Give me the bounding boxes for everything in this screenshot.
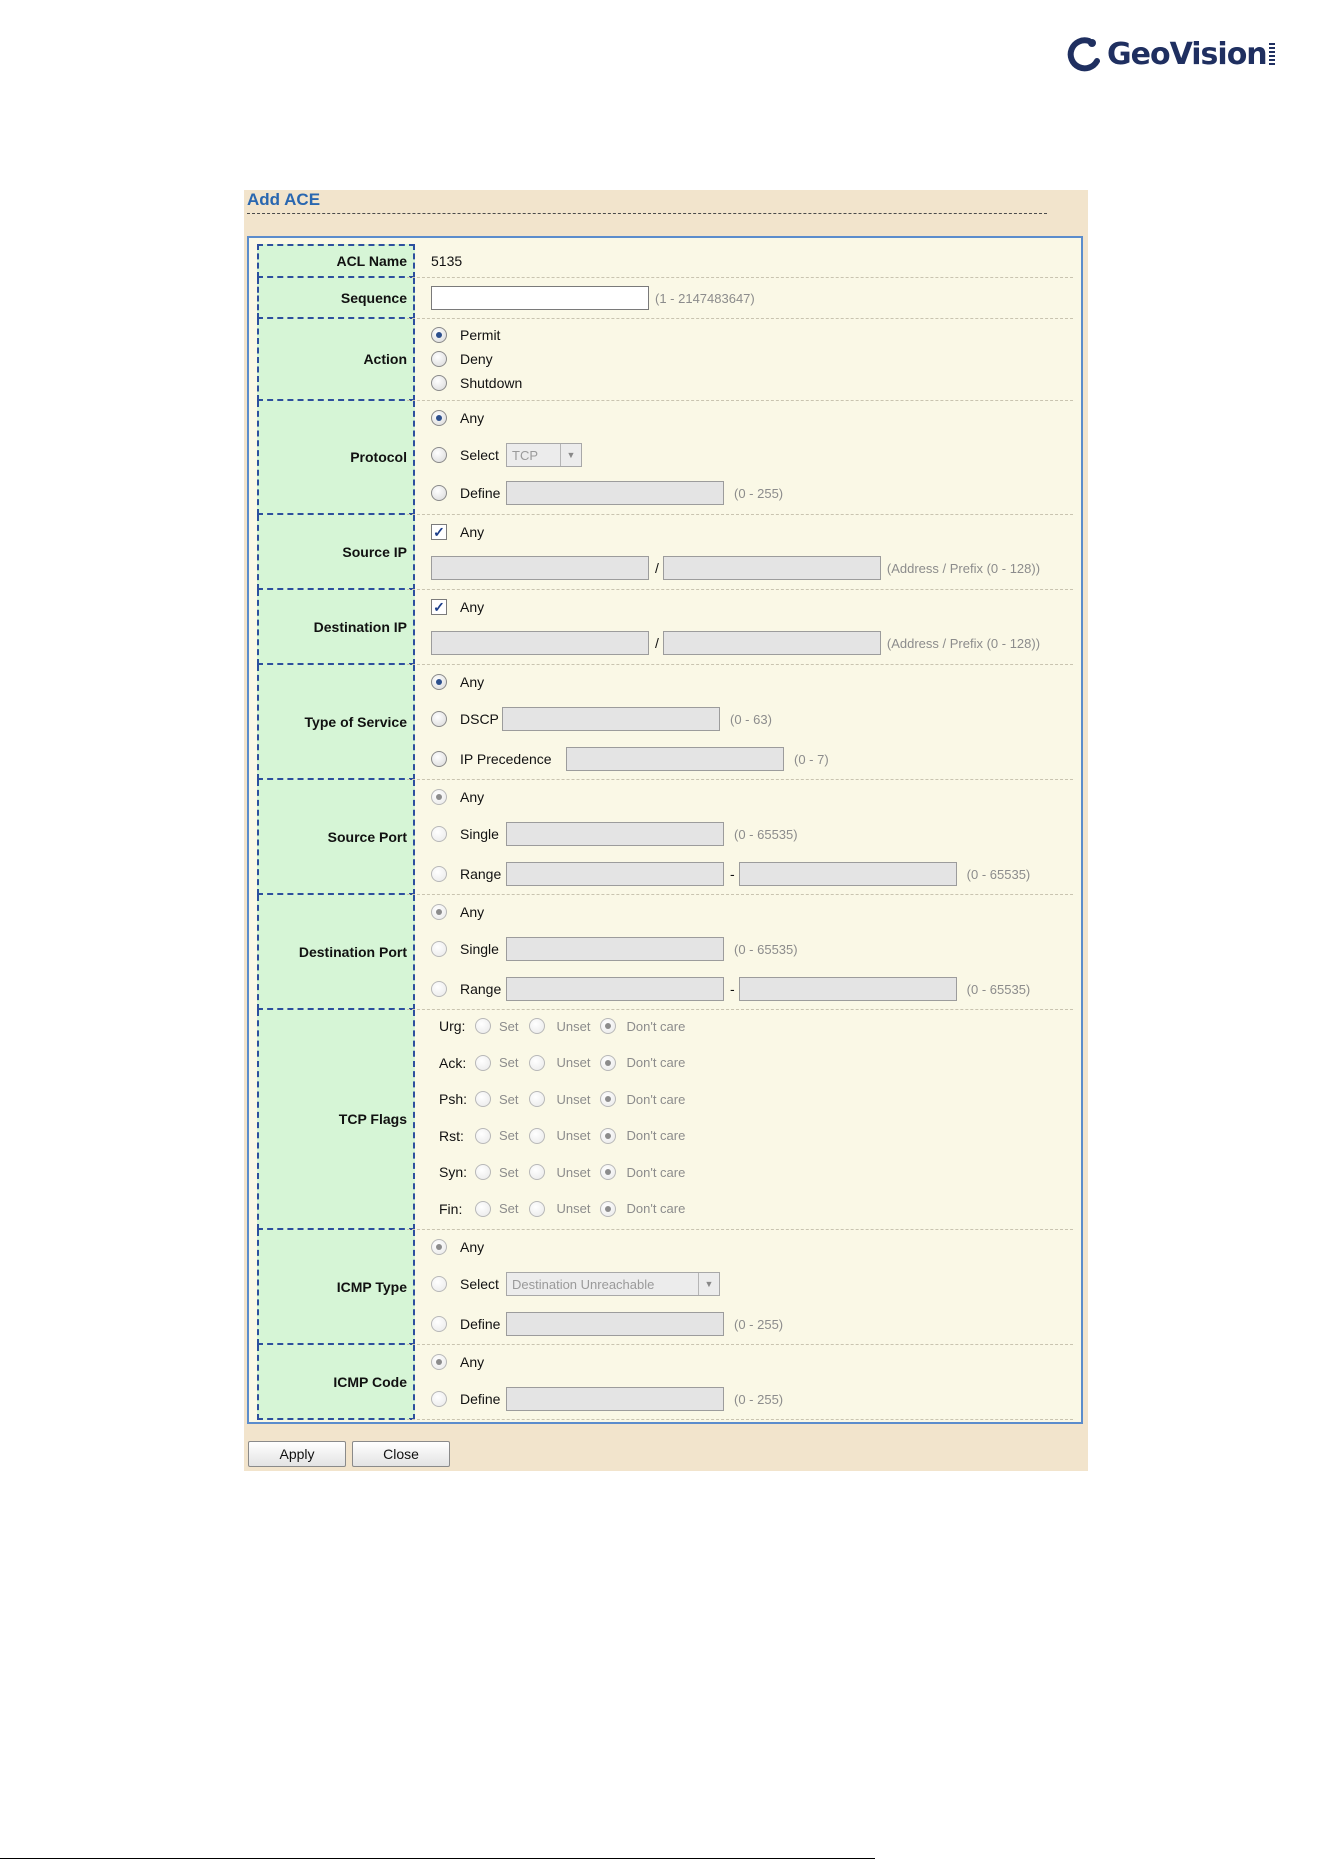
row-destination-ip: [257, 590, 1073, 665]
row-type-of-service: [257, 665, 1073, 780]
tcp-flag-row: [431, 1160, 685, 1184]
protocol-define-radio[interactable]: [431, 485, 447, 501]
tcp-flag-unset-label: Unset: [556, 1091, 591, 1107]
tcp-flag-dont-care-label: Don't care: [626, 1201, 686, 1216]
action-deny-radio[interactable]: [431, 351, 447, 367]
tcp-flag-unset-radio[interactable]: [529, 1091, 545, 1107]
tcp-flag-unset-radio[interactable]: [529, 1128, 545, 1144]
tcp-flag-set-label: Set: [499, 1091, 519, 1107]
protocol-select-label: Select: [460, 447, 499, 463]
ace-form: [247, 236, 1083, 1424]
tcp-flag-unset-radio[interactable]: [529, 1201, 545, 1217]
tcp-flag-unset-radio[interactable]: [529, 1055, 545, 1071]
protocol-define-input[interactable]: [506, 481, 724, 505]
destination-port-single-input[interactable]: [506, 937, 724, 961]
panel-title: Add ACE: [247, 190, 321, 209]
action-label: Action: [257, 319, 415, 401]
tcp-flag-unset-radio[interactable]: [529, 1164, 545, 1180]
tcp-flag-row: [431, 1087, 685, 1111]
tos-ip-precedence-hint: (0 - 7): [794, 751, 829, 767]
tos-dscp-input[interactable]: [502, 707, 720, 731]
icmp-code-define-hint: (0 - 255): [734, 1391, 784, 1407]
tcp-flag-unset-label: Unset: [556, 1128, 591, 1143]
protocol-select-dropdown[interactable]: [506, 443, 582, 467]
destination-ip-prefix-input[interactable]: [663, 631, 881, 655]
tcp-flag-set-radio[interactable]: [475, 1128, 491, 1144]
source-port-range-hint: (0 - 65535): [966, 866, 1031, 882]
sequence-hint: (1 - 2147483647): [655, 290, 755, 306]
destination-ip-any-label: Any: [460, 599, 485, 615]
source-ip-label: Source IP: [257, 515, 415, 590]
geovision-logo-icon: [1065, 35, 1103, 73]
source-ip-address-input[interactable]: [431, 556, 649, 580]
tcp-flag-set-label: Set: [499, 1164, 519, 1180]
tcp-flag-set-radio[interactable]: [475, 1164, 491, 1180]
tcp-flag-unset-label: Unset: [556, 1055, 591, 1070]
tcp-flag-unset-label: Unset: [556, 1018, 591, 1034]
sequence-label: Sequence: [257, 278, 415, 319]
source-port-label: Source Port: [257, 780, 415, 895]
source-port-single-radio[interactable]: [431, 826, 447, 842]
source-ip-any-label: Any: [460, 524, 485, 540]
tcp-flag-name: Syn:: [439, 1164, 468, 1180]
action-shutdown-label: Shutdown: [460, 375, 523, 391]
source-port-range-end-input[interactable]: [739, 862, 957, 886]
tos-any-radio[interactable]: [431, 674, 447, 690]
tcp-flags-label: TCP Flags: [257, 1010, 415, 1230]
source-port-range-start-input[interactable]: [506, 862, 724, 886]
icmp-type-any-label: Any: [460, 1239, 485, 1255]
tcp-flag-unset-radio[interactable]: [529, 1018, 545, 1034]
tcp-flags-list: [431, 1010, 1073, 1230]
icmp-code-define-radio[interactable]: [431, 1391, 447, 1407]
acl-name-value: 5135: [431, 253, 463, 269]
destination-ip-hint: (Address / Prefix (0 - 128)): [886, 635, 1041, 651]
tcp-flag-dont-care-radio[interactable]: [600, 1128, 616, 1144]
tcp-flag-set-label: Set: [499, 1055, 519, 1070]
tcp-flag-row: [431, 1197, 685, 1221]
row-destination-port: [257, 895, 1073, 1010]
destination-port-range-separator: -: [730, 981, 735, 997]
source-port-range-radio[interactable]: [431, 866, 447, 882]
action-permit-label: Permit: [460, 327, 501, 343]
destination-port-single-label: Single: [460, 941, 499, 957]
icmp-type-select-value: Destination Unreachable: [512, 1276, 655, 1292]
protocol-label: Protocol: [257, 401, 415, 515]
icmp-type-define-input[interactable]: [506, 1312, 724, 1336]
icmp-type-select-radio[interactable]: [431, 1276, 447, 1292]
destination-ip-any-checkbox[interactable]: ✓: [431, 599, 447, 615]
title-divider: [247, 213, 1047, 214]
action-shutdown-radio[interactable]: [431, 375, 447, 391]
apply-button[interactable]: Apply: [248, 1441, 346, 1467]
brand-decoration: [1269, 43, 1275, 65]
source-port-any-radio[interactable]: [431, 789, 447, 805]
tcp-flag-set-radio[interactable]: [475, 1091, 491, 1107]
source-port-any-label: Any: [460, 789, 485, 805]
icmp-code-define-input[interactable]: [506, 1387, 724, 1411]
icmp-type-define-label: Define: [460, 1316, 501, 1332]
action-permit-radio[interactable]: [431, 327, 447, 343]
icmp-code-define-label: Define: [460, 1391, 501, 1407]
tos-any-label: Any: [460, 674, 485, 690]
tos-dscp-radio[interactable]: [431, 711, 447, 727]
source-port-range-label: Range: [460, 866, 502, 882]
protocol-select-radio[interactable]: [431, 447, 447, 463]
destination-port-range-radio[interactable]: [431, 981, 447, 997]
row-icmp-code: [257, 1345, 1073, 1420]
type-of-service-label: Type of Service: [257, 665, 415, 780]
row-action: [257, 319, 1073, 401]
tcp-flag-name: Psh:: [439, 1091, 468, 1107]
source-ip-separator: /: [655, 560, 659, 576]
tcp-flag-set-label: Set: [499, 1201, 519, 1216]
tcp-flag-row: [431, 1124, 685, 1148]
icmp-type-select-label: Select: [460, 1276, 499, 1292]
row-source-port: [257, 780, 1073, 895]
source-port-single-label: Single: [460, 826, 499, 842]
source-port-single-input[interactable]: [506, 822, 724, 846]
destination-port-range-end-input[interactable]: [739, 977, 957, 1001]
tcp-flag-dont-care-label: Don't care: [626, 1091, 686, 1107]
destination-port-label: Destination Port: [257, 895, 415, 1010]
tcp-flag-name: Rst:: [439, 1127, 464, 1144]
destination-ip-address-input[interactable]: [431, 631, 649, 655]
tos-dscp-hint: (0 - 63): [730, 711, 772, 727]
source-port-single-hint: (0 - 65535): [734, 826, 798, 842]
tos-ip-precedence-label: IP Precedence: [460, 751, 552, 767]
tcp-flag-row: [431, 1051, 685, 1075]
icmp-type-label: ICMP Type: [257, 1230, 415, 1345]
tcp-flag-dont-care-radio[interactable]: [600, 1055, 616, 1071]
source-port-range-separator: -: [730, 866, 735, 882]
protocol-define-hint: (0 - 255): [734, 485, 784, 501]
tcp-flag-name: Urg:: [439, 1018, 466, 1034]
row-source-ip: [257, 515, 1073, 590]
tcp-flag-dont-care-radio[interactable]: [600, 1018, 616, 1034]
tcp-flag-unset-label: Unset: [556, 1164, 591, 1180]
icmp-code-label: ICMP Code: [257, 1345, 415, 1420]
geovision-logo: [1065, 30, 1275, 78]
icmp-type-any-radio[interactable]: [431, 1239, 447, 1255]
tcp-flag-dont-care-radio[interactable]: [600, 1201, 616, 1217]
chevron-down-icon: ▼: [698, 1273, 719, 1295]
icmp-type-select-dropdown[interactable]: [506, 1272, 720, 1296]
icmp-code-any-radio[interactable]: [431, 1354, 447, 1370]
destination-port-single-hint: (0 - 65535): [734, 941, 798, 957]
protocol-any-label: Any: [460, 410, 485, 426]
acl-name-label: ACL Name: [257, 244, 415, 278]
protocol-define-label: Define: [460, 485, 501, 501]
row-tcp-flags: [257, 1010, 1073, 1230]
destination-port-single-radio[interactable]: [431, 941, 447, 957]
row-sequence: [257, 278, 1073, 319]
tcp-flag-dont-care-label: Don't care: [626, 1128, 686, 1143]
tcp-flag-row: [431, 1014, 685, 1038]
destination-port-range-hint: (0 - 65535): [966, 981, 1031, 997]
row-icmp-type: [257, 1230, 1073, 1345]
destination-port-any-radio[interactable]: [431, 904, 447, 920]
destination-port-range-start-input[interactable]: [506, 977, 724, 1001]
icmp-type-define-hint: (0 - 255): [734, 1316, 784, 1332]
chevron-down-icon: ▼: [560, 444, 581, 466]
source-ip-prefix-input[interactable]: [663, 556, 881, 580]
row-acl-name: [257, 244, 1073, 278]
icmp-code-any-label: Any: [460, 1354, 485, 1370]
tos-ip-precedence-radio[interactable]: [431, 751, 447, 767]
action-deny-label: Deny: [460, 351, 493, 367]
add-ace-panel: [244, 190, 1088, 1471]
tcp-flag-dont-care-label: Don't care: [626, 1055, 686, 1070]
sequence-input[interactable]: [431, 286, 649, 310]
tcp-flag-set-radio[interactable]: [475, 1018, 491, 1034]
page-footer-rule: [0, 1858, 875, 1859]
source-ip-hint: (Address / Prefix (0 - 128)): [886, 560, 1041, 576]
tos-ip-precedence-input[interactable]: [566, 747, 784, 771]
tcp-flag-dont-care-radio[interactable]: [600, 1091, 616, 1107]
tcp-flag-dont-care-label: Don't care: [626, 1018, 686, 1034]
icmp-type-define-radio[interactable]: [431, 1316, 447, 1332]
brand-name: GeoVision: [1107, 36, 1267, 72]
tcp-flag-set-radio[interactable]: [475, 1055, 491, 1071]
protocol-select-value: TCP: [512, 447, 538, 463]
close-button[interactable]: Close: [352, 1441, 450, 1467]
tcp-flag-unset-label: Unset: [556, 1201, 591, 1216]
tcp-flag-name: Ack:: [439, 1054, 467, 1071]
tcp-flag-set-radio[interactable]: [475, 1201, 491, 1217]
tcp-flag-dont-care-radio[interactable]: [600, 1164, 616, 1180]
tcp-flag-name: Fin:: [439, 1200, 463, 1217]
destination-port-any-label: Any: [460, 904, 485, 920]
row-protocol: [257, 401, 1073, 515]
tos-dscp-label: DSCP: [460, 711, 499, 727]
destination-ip-label: Destination IP: [257, 590, 415, 665]
tcp-flag-set-label: Set: [499, 1128, 519, 1143]
tcp-flag-dont-care-label: Don't care: [626, 1164, 686, 1180]
protocol-any-radio[interactable]: [431, 410, 447, 426]
destination-ip-separator: /: [655, 635, 659, 651]
destination-port-range-label: Range: [460, 981, 502, 997]
tcp-flag-set-label: Set: [499, 1018, 519, 1034]
source-ip-any-checkbox[interactable]: ✓: [431, 524, 447, 540]
